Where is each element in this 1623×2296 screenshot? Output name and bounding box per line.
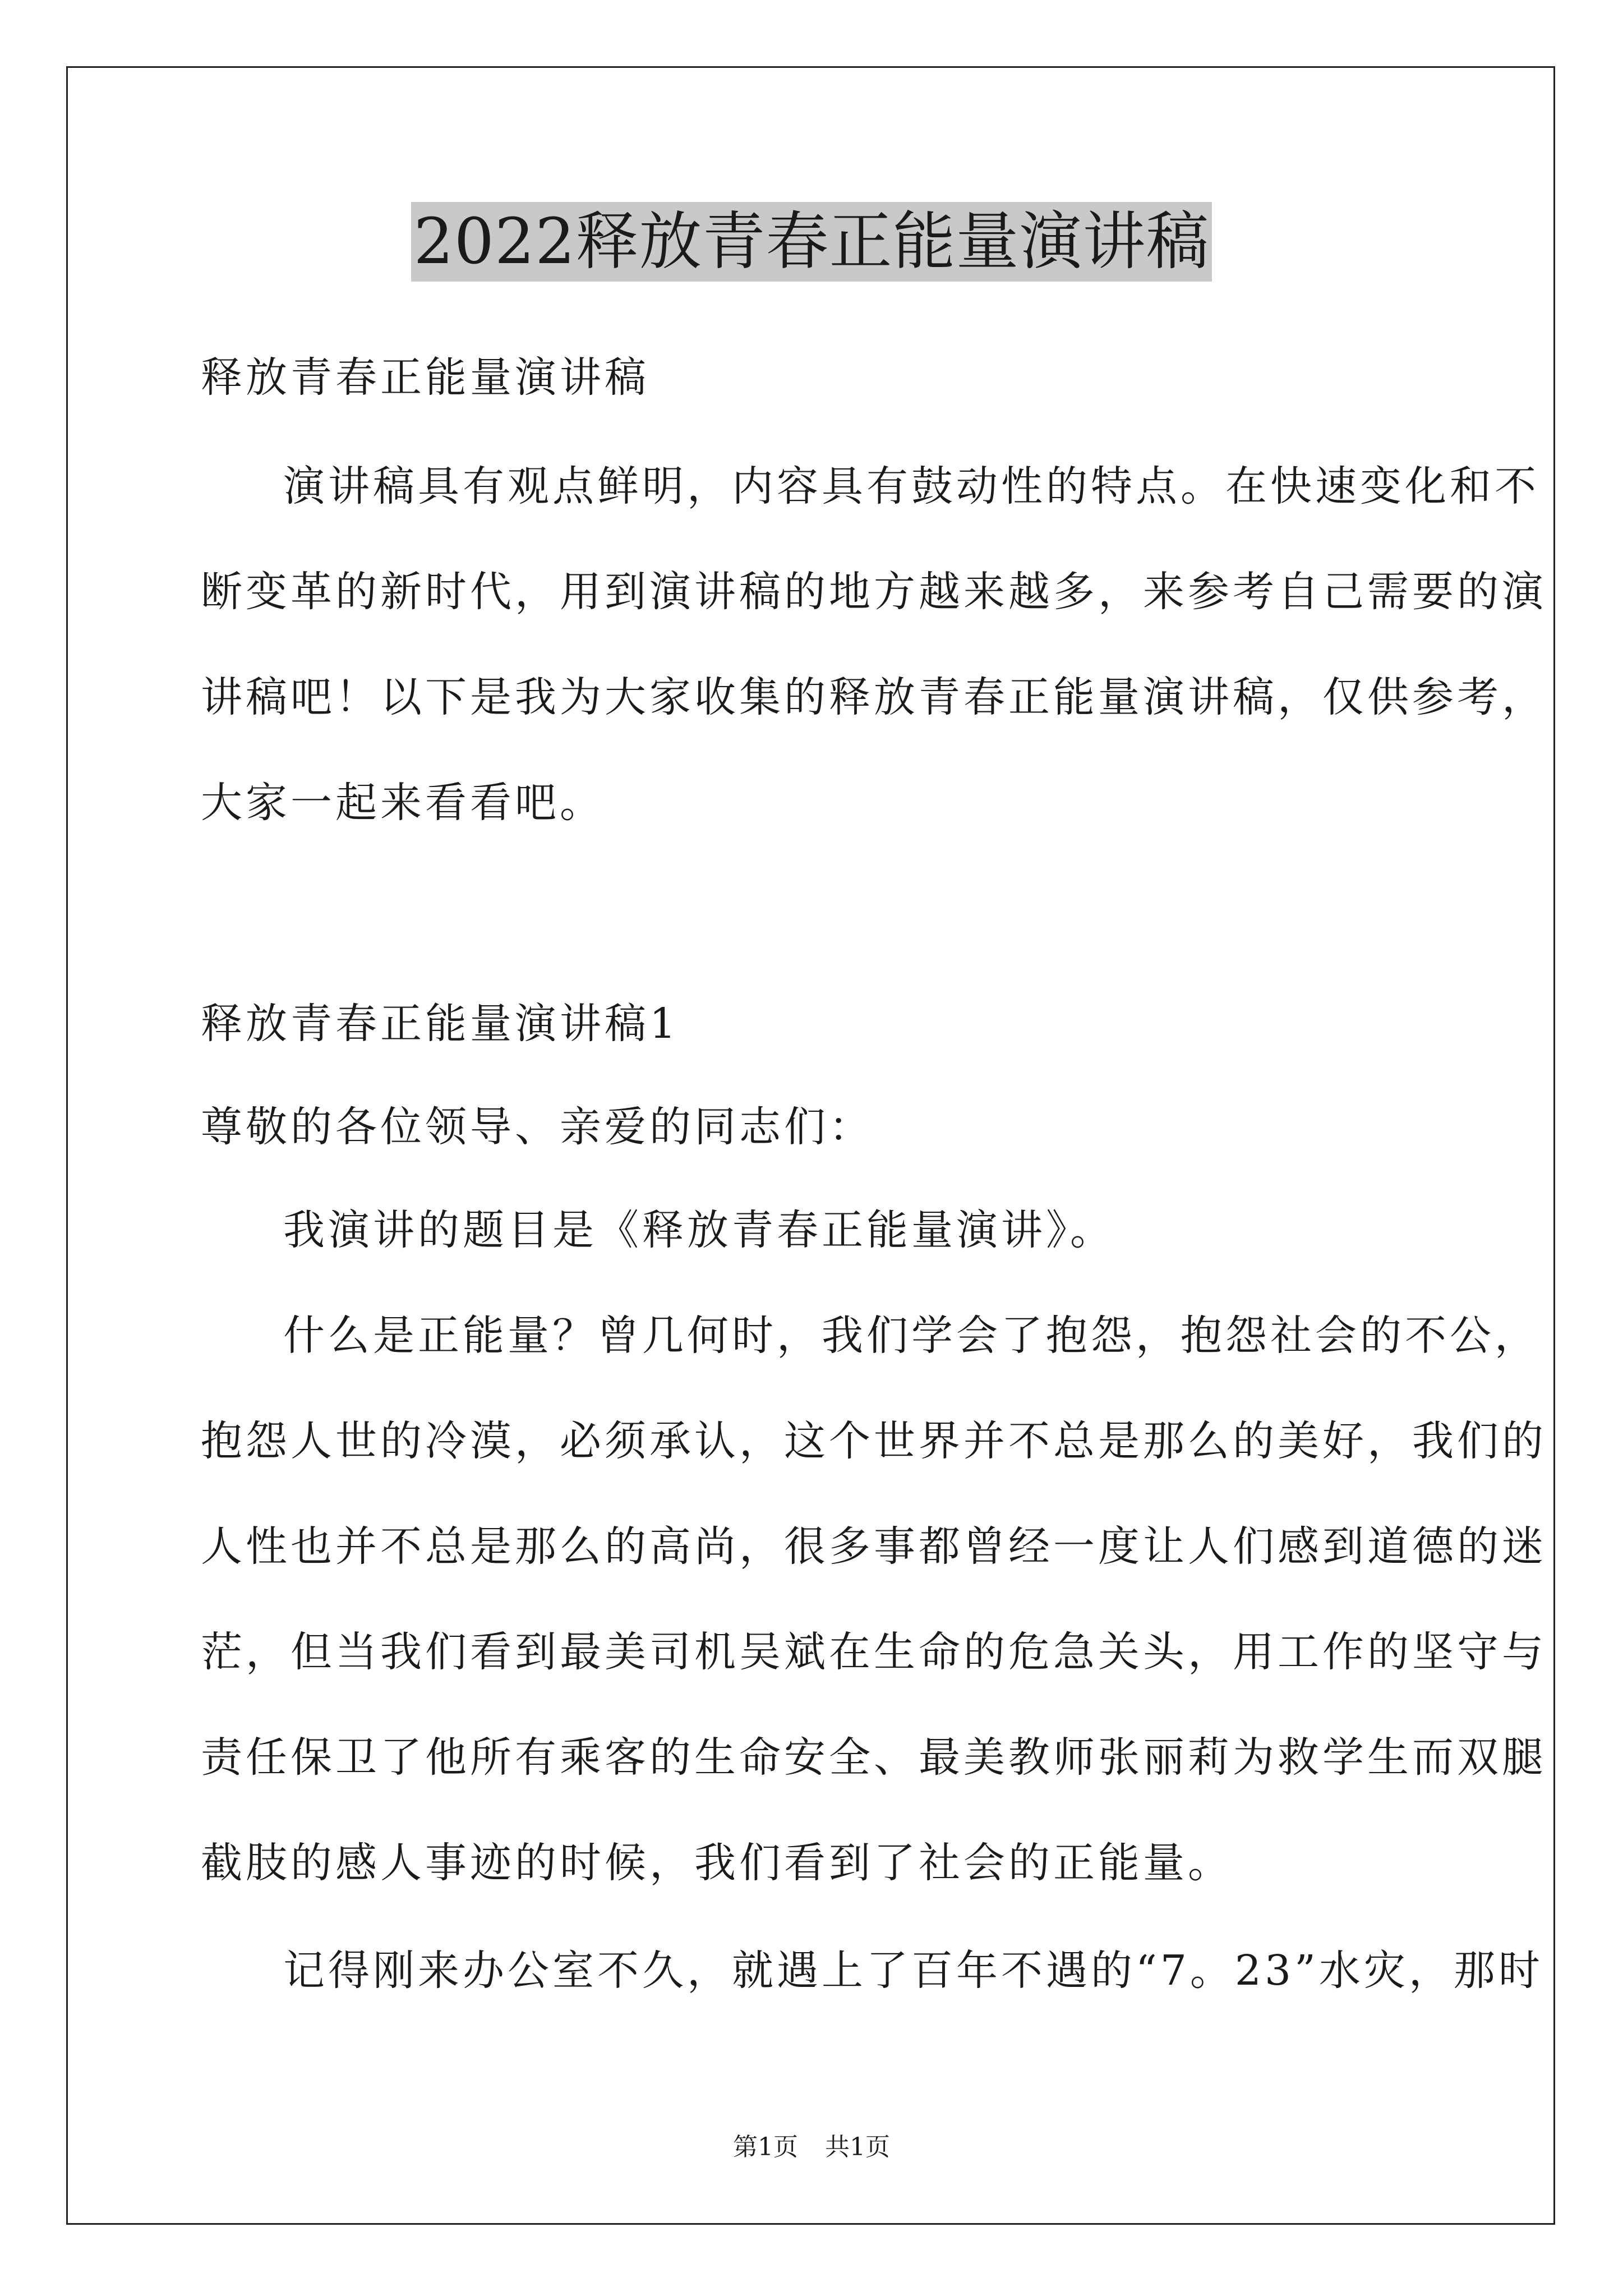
section-heading: 释放青春正能量演讲稿1: [201, 1000, 680, 1048]
intro-line: 大家一起来看看吧。: [201, 779, 605, 827]
salutation: 尊敬的各位领导、亲爱的同志们：: [201, 1103, 874, 1151]
last-line: 记得刚来办公室不久，就遇上了百年不遇的“7。23”水灾，那时: [283, 1947, 1543, 1995]
intro-line: 讲稿吧！以下是我为大家收集的释放青春正能量演讲稿，仅供参考，: [201, 673, 1547, 721]
body-line: 截肢的感人事迹的时候，我们看到了社会的正能量。: [201, 1839, 1233, 1887]
body-line: 什么是正能量？曾几何时，我们学会了抱怨，抱怨社会的不公，: [283, 1312, 1539, 1360]
body-line: 人性也并不总是那么的高尚，很多事都曾经一度让人们感到道德的迷: [201, 1522, 1547, 1571]
body-line: 茫，但当我们看到最美司机吴斌在生命的危急关头，用工作的坚守与: [201, 1628, 1547, 1676]
page-footer: [0, 2132, 1623, 2163]
body-line: 抱怨人世的冷漠，必须承认，这个世界并不总是那么的美好，我们的: [201, 1417, 1547, 1465]
body-line: 责任保卫了他所有乘客的生命安全、最美教师张丽莉为救学生而双腿: [201, 1733, 1547, 1782]
intro-line: 断变革的新时代，用到演讲稿的地方越来越多，来参考自己需要的演: [201, 568, 1547, 616]
document-title: 2022释放青春正能量演讲稿: [411, 202, 1211, 282]
page-total: 共1页: [825, 2133, 890, 2161]
intro-line: 演讲稿具有观点鲜明，内容具有鼓动性的特点。在快速变化和不: [283, 462, 1539, 510]
subtitle: 释放青春正能量演讲稿: [201, 353, 649, 402]
title-container: [0, 202, 1623, 282]
topic-line: 我演讲的题目是《释放青春正能量演讲》。: [283, 1206, 1115, 1254]
page-number: 第1页: [733, 2133, 798, 2161]
